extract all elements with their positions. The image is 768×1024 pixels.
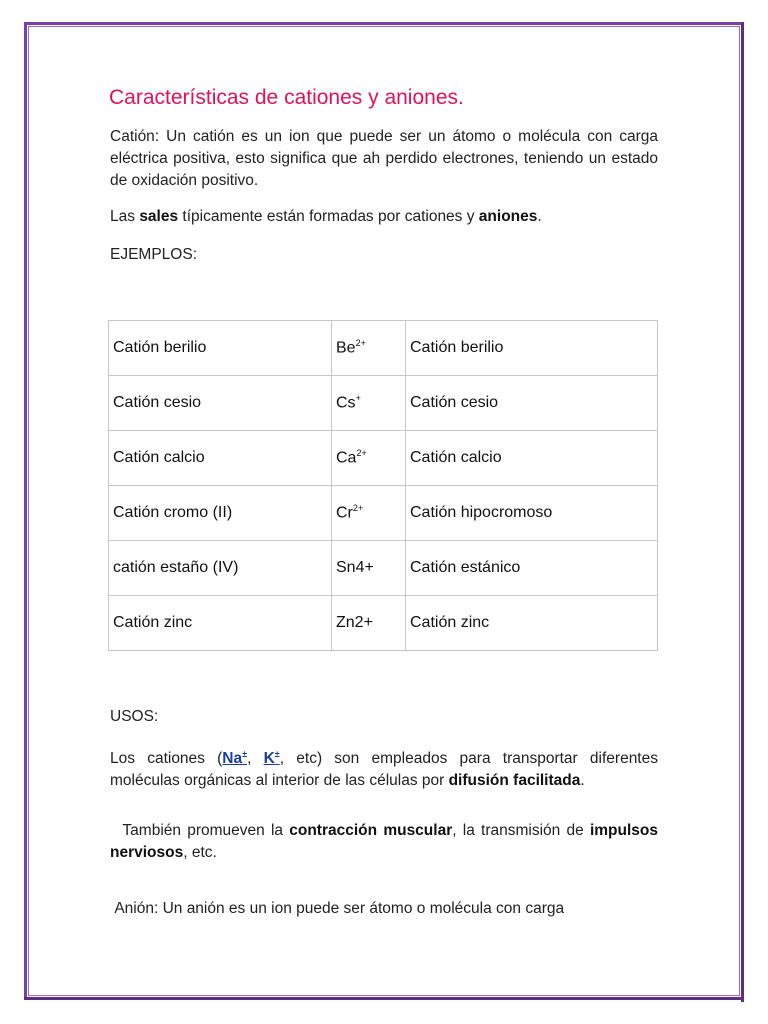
- anion-definition: Anión: Un anión es un ion puede ser átomo o molécula con carga: [110, 900, 565, 917]
- sales-middle: típicamente están formadas por cationes y: [178, 208, 479, 225]
- table-row: [109, 596, 658, 651]
- usos-separator: ,: [247, 750, 264, 768]
- cation-name-cell: Catión calcio: [109, 431, 332, 486]
- cation-symbol: Cr: [336, 504, 353, 522]
- cation-traditional-name-cell: Catión zinc: [406, 596, 658, 651]
- usos-paragraph: [110, 743, 658, 792]
- cation-charge: +: [355, 393, 361, 404]
- cation-name-cell: Catión cesio: [109, 376, 332, 431]
- cation-traditional-name-cell: Catión berilio: [406, 321, 658, 376]
- cation-traditional-name-cell: Catión estánico: [406, 541, 658, 596]
- cation-name-cell: Catión cromo (II): [109, 486, 332, 541]
- cation-symbol: Cs: [336, 394, 356, 412]
- cation-name-cell: catión estaño (IV): [109, 541, 332, 596]
- table-row: [109, 431, 658, 486]
- cation-symbol-cell: [332, 431, 406, 486]
- contraccion-paragraph: [110, 820, 663, 864]
- cation-symbol: Zn2+: [336, 614, 373, 631]
- table-row: [109, 541, 658, 596]
- cation-charge: 2+: [352, 503, 364, 514]
- cation-charge: 2+: [355, 338, 366, 349]
- cation-definition: Catión: Un catión es un ion que puede ser un átomo o molécula con carga eléctrica positiva, esto significa que ah perdido electrones, teniendo un estado de oxidación positivo.: [110, 128, 658, 189]
- cation-symbol: Sn4+: [336, 559, 374, 576]
- cation-symbol-cell: [332, 321, 406, 376]
- contraccion-bold: contracción muscular: [289, 822, 453, 839]
- cation-symbol-cell: [332, 376, 406, 431]
- cation-charge: 2+: [356, 448, 367, 459]
- impulsos-bold: impulsos nerviosos: [110, 822, 663, 861]
- potassium-link[interactable]: [264, 750, 280, 767]
- cation-symbol-cell: [332, 486, 406, 541]
- usos-middle: , etc) son empleados para transportar diferentes moléculas orgánicas al interior de las células por: [110, 750, 658, 790]
- contraccion-suffix: , etc.: [183, 844, 217, 861]
- table-row: [109, 321, 658, 376]
- cation-name-cell: Catión berilio: [109, 321, 332, 376]
- usos-prefix: Los cationes (: [110, 750, 223, 768]
- contraccion-middle: , la transmisión de: [452, 822, 590, 839]
- cation-symbol: Be: [336, 339, 356, 357]
- cation-symbol-cell: [332, 541, 406, 596]
- sales-suffix: .: [537, 208, 542, 225]
- sodium-link-text: Na: [222, 750, 243, 768]
- potassium-link-text: K: [263, 750, 275, 768]
- usos-suffix: .: [580, 772, 585, 790]
- usos-label: USOS:: [110, 708, 159, 725]
- cation-examples-table: [108, 320, 658, 651]
- cation-symbol-cell: [332, 596, 406, 651]
- ejemplos-label: EJEMPLOS:: [110, 246, 197, 263]
- cation-symbol: Ca: [336, 449, 357, 467]
- sales-bold: sales: [139, 208, 179, 225]
- cation-name-cell: Catión zinc: [109, 596, 332, 651]
- page-border-shadow-bottom: [24, 997, 744, 1000]
- sales-paragraph: [110, 206, 658, 228]
- difusion-bold: difusión facilitada: [448, 772, 581, 790]
- page-border-shadow-right: [741, 22, 744, 1002]
- document-title: Características de cationes y aniones.: [109, 86, 464, 109]
- table-row: [109, 486, 658, 541]
- potassium-link-sup: ±: [274, 749, 280, 759]
- sales-prefix: Las: [110, 208, 140, 225]
- cation-traditional-name-cell: Catión cesio: [406, 376, 658, 431]
- cation-traditional-name-cell: Catión calcio: [406, 431, 658, 486]
- sodium-link-sup: ±: [242, 749, 248, 759]
- contraccion-prefix: También promueven la: [110, 822, 290, 839]
- sodium-link[interactable]: [222, 750, 247, 767]
- table-row: [109, 376, 658, 431]
- cation-traditional-name-cell: Catión hipocromoso: [406, 486, 658, 541]
- aniones-bold: aniones: [478, 208, 538, 225]
